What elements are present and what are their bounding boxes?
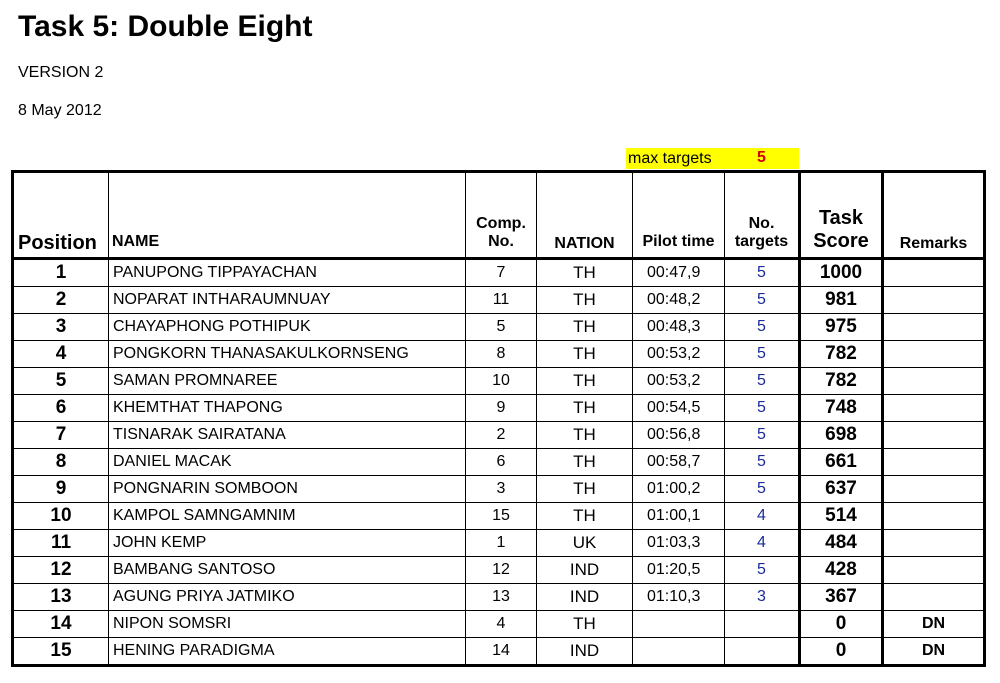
name-cell: NOPARAT INTHARAUMNUAY <box>109 287 466 314</box>
name-cell: JOHN KEMP <box>109 530 466 557</box>
position-cell: 11 <box>13 530 109 557</box>
table-row <box>13 584 985 611</box>
comp-no-cell: 8 <box>466 341 537 368</box>
name-cell: KHEMTHAT THAPONG <box>109 395 466 422</box>
task-score-cell: 661 <box>800 449 883 476</box>
pilot-time-cell: 00:56,8 <box>633 422 725 449</box>
remarks-cell <box>883 395 985 422</box>
nation-cell: TH <box>537 503 633 530</box>
no-targets-cell: 5 <box>725 422 800 449</box>
header-task-score: Task Score <box>800 172 883 259</box>
nation-cell: TH <box>537 287 633 314</box>
header-no-targets: No. targets <box>725 172 800 259</box>
comp-no-cell: 10 <box>466 368 537 395</box>
nation-cell: TH <box>537 449 633 476</box>
task-score-cell: 367 <box>800 584 883 611</box>
no-targets-cell: 5 <box>725 449 800 476</box>
task-score-cell: 514 <box>800 503 883 530</box>
pilot-time-cell: 00:48,2 <box>633 287 725 314</box>
nation-cell: TH <box>537 368 633 395</box>
nation-cell: TH <box>537 476 633 503</box>
pilot-time-cell: 00:53,2 <box>633 341 725 368</box>
header-name: NAME <box>109 172 466 259</box>
table-row <box>13 476 985 503</box>
remarks-cell <box>883 449 985 476</box>
nation-cell: TH <box>537 395 633 422</box>
comp-no-cell: 11 <box>466 287 537 314</box>
name-cell: PANUPONG TIPPAYACHAN <box>109 259 466 287</box>
comp-no-cell: 1 <box>466 530 537 557</box>
no-targets-cell: 5 <box>725 476 800 503</box>
no-targets-cell <box>725 638 800 666</box>
name-cell: CHAYAPHONG POTHIPUK <box>109 314 466 341</box>
nation-cell: TH <box>537 422 633 449</box>
results-table <box>11 170 986 667</box>
max-targets-value: 5 <box>757 149 766 166</box>
no-targets-cell: 3 <box>725 584 800 611</box>
table-row <box>13 422 985 449</box>
table-row <box>13 259 985 287</box>
name-cell: HENING PARADIGMA <box>109 638 466 666</box>
comp-no-cell: 3 <box>466 476 537 503</box>
table-row <box>13 638 985 666</box>
position-cell: 6 <box>13 395 109 422</box>
header-comp-no: Comp. No. <box>466 172 537 259</box>
position-cell: 10 <box>13 503 109 530</box>
table-row <box>13 557 985 584</box>
version-label: VERSION 2 <box>18 64 104 81</box>
position-cell: 15 <box>13 638 109 666</box>
pilot-time-cell: 01:20,5 <box>633 557 725 584</box>
pilot-time-cell: 00:58,7 <box>633 449 725 476</box>
table-row <box>13 368 985 395</box>
remarks-cell <box>883 476 985 503</box>
table-row <box>13 287 985 314</box>
position-cell: 8 <box>13 449 109 476</box>
pilot-time-cell: 00:47,9 <box>633 259 725 287</box>
max-targets-label: max targets <box>628 150 712 167</box>
pilot-time-cell: 01:00,2 <box>633 476 725 503</box>
table-row <box>13 530 985 557</box>
table-row <box>13 395 985 422</box>
pilot-time-cell: 01:10,3 <box>633 584 725 611</box>
name-cell: BAMBANG SANTOSO <box>109 557 466 584</box>
name-cell: PONGKORN THANASAKULKORNSENG <box>109 341 466 368</box>
remarks-cell <box>883 259 985 287</box>
task-score-cell: 0 <box>800 638 883 666</box>
comp-no-cell: 12 <box>466 557 537 584</box>
name-cell: DANIEL MACAK <box>109 449 466 476</box>
page-title: Task 5: Double Eight <box>18 10 313 43</box>
nation-cell: IND <box>537 557 633 584</box>
remarks-cell: DN <box>883 638 985 666</box>
remarks-cell <box>883 422 985 449</box>
comp-no-cell: 4 <box>466 611 537 638</box>
remarks-cell: DN <box>883 611 985 638</box>
header-row <box>13 172 985 259</box>
table-row <box>13 341 985 368</box>
header-position: Position <box>13 172 109 259</box>
remarks-cell <box>883 503 985 530</box>
task-score-cell: 981 <box>800 287 883 314</box>
task-score-cell: 484 <box>800 530 883 557</box>
no-targets-cell: 5 <box>725 314 800 341</box>
task-score-cell: 428 <box>800 557 883 584</box>
no-targets-cell <box>725 611 800 638</box>
no-targets-cell: 5 <box>725 557 800 584</box>
header-pilot-time: Pilot time <box>633 172 725 259</box>
no-targets-cell: 4 <box>725 503 800 530</box>
position-cell: 12 <box>13 557 109 584</box>
pilot-time-cell: 00:48,3 <box>633 314 725 341</box>
comp-no-cell: 7 <box>466 259 537 287</box>
pilot-time-cell <box>633 611 725 638</box>
nation-cell: TH <box>537 314 633 341</box>
task-score-cell: 698 <box>800 422 883 449</box>
comp-no-cell: 2 <box>466 422 537 449</box>
max-targets-box <box>626 148 799 169</box>
comp-no-cell: 9 <box>466 395 537 422</box>
task-score-cell: 1000 <box>800 259 883 287</box>
name-cell: TISNARAK SAIRATANA <box>109 422 466 449</box>
pilot-time-cell: 00:54,5 <box>633 395 725 422</box>
table-row <box>13 449 985 476</box>
no-targets-cell: 4 <box>725 530 800 557</box>
name-cell: NIPON SOMSRI <box>109 611 466 638</box>
remarks-cell <box>883 557 985 584</box>
nation-cell: UK <box>537 530 633 557</box>
task-score-cell: 975 <box>800 314 883 341</box>
no-targets-cell: 5 <box>725 368 800 395</box>
name-cell: KAMPOL SAMNGAMNIM <box>109 503 466 530</box>
nation-cell: TH <box>537 259 633 287</box>
position-cell: 3 <box>13 314 109 341</box>
name-cell: PONGNARIN SOMBOON <box>109 476 466 503</box>
comp-no-cell: 6 <box>466 449 537 476</box>
comp-no-cell: 5 <box>466 314 537 341</box>
remarks-cell <box>883 341 985 368</box>
nation-cell: IND <box>537 584 633 611</box>
remarks-cell <box>883 530 985 557</box>
comp-no-cell: 15 <box>466 503 537 530</box>
no-targets-cell: 5 <box>725 395 800 422</box>
date-label: 8 May 2012 <box>18 102 102 119</box>
header-nation: NATION <box>537 172 633 259</box>
name-cell: AGUNG PRIYA JATMIKO <box>109 584 466 611</box>
position-cell: 5 <box>13 368 109 395</box>
pilot-time-cell: 00:53,2 <box>633 368 725 395</box>
no-targets-cell: 5 <box>725 341 800 368</box>
table-row <box>13 314 985 341</box>
position-cell: 2 <box>13 287 109 314</box>
nation-cell: TH <box>537 341 633 368</box>
position-cell: 14 <box>13 611 109 638</box>
position-cell: 9 <box>13 476 109 503</box>
position-cell: 7 <box>13 422 109 449</box>
name-cell: SAMAN PROMNAREE <box>109 368 466 395</box>
remarks-cell <box>883 287 985 314</box>
task-score-cell: 782 <box>800 368 883 395</box>
no-targets-cell: 5 <box>725 287 800 314</box>
position-cell: 13 <box>13 584 109 611</box>
comp-no-cell: 14 <box>466 638 537 666</box>
task-score-cell: 748 <box>800 395 883 422</box>
remarks-cell <box>883 314 985 341</box>
task-score-cell: 637 <box>800 476 883 503</box>
position-cell: 1 <box>13 259 109 287</box>
remarks-cell <box>883 368 985 395</box>
nation-cell: IND <box>537 638 633 666</box>
header-remarks: Remarks <box>883 172 985 259</box>
pilot-time-cell <box>633 638 725 666</box>
pilot-time-cell: 01:03,3 <box>633 530 725 557</box>
table-row <box>13 611 985 638</box>
pilot-time-cell: 01:00,1 <box>633 503 725 530</box>
task-score-cell: 0 <box>800 611 883 638</box>
no-targets-cell: 5 <box>725 259 800 287</box>
table-row <box>13 503 985 530</box>
comp-no-cell: 13 <box>466 584 537 611</box>
task-score-cell: 782 <box>800 341 883 368</box>
nation-cell: TH <box>537 611 633 638</box>
remarks-cell <box>883 584 985 611</box>
position-cell: 4 <box>13 341 109 368</box>
